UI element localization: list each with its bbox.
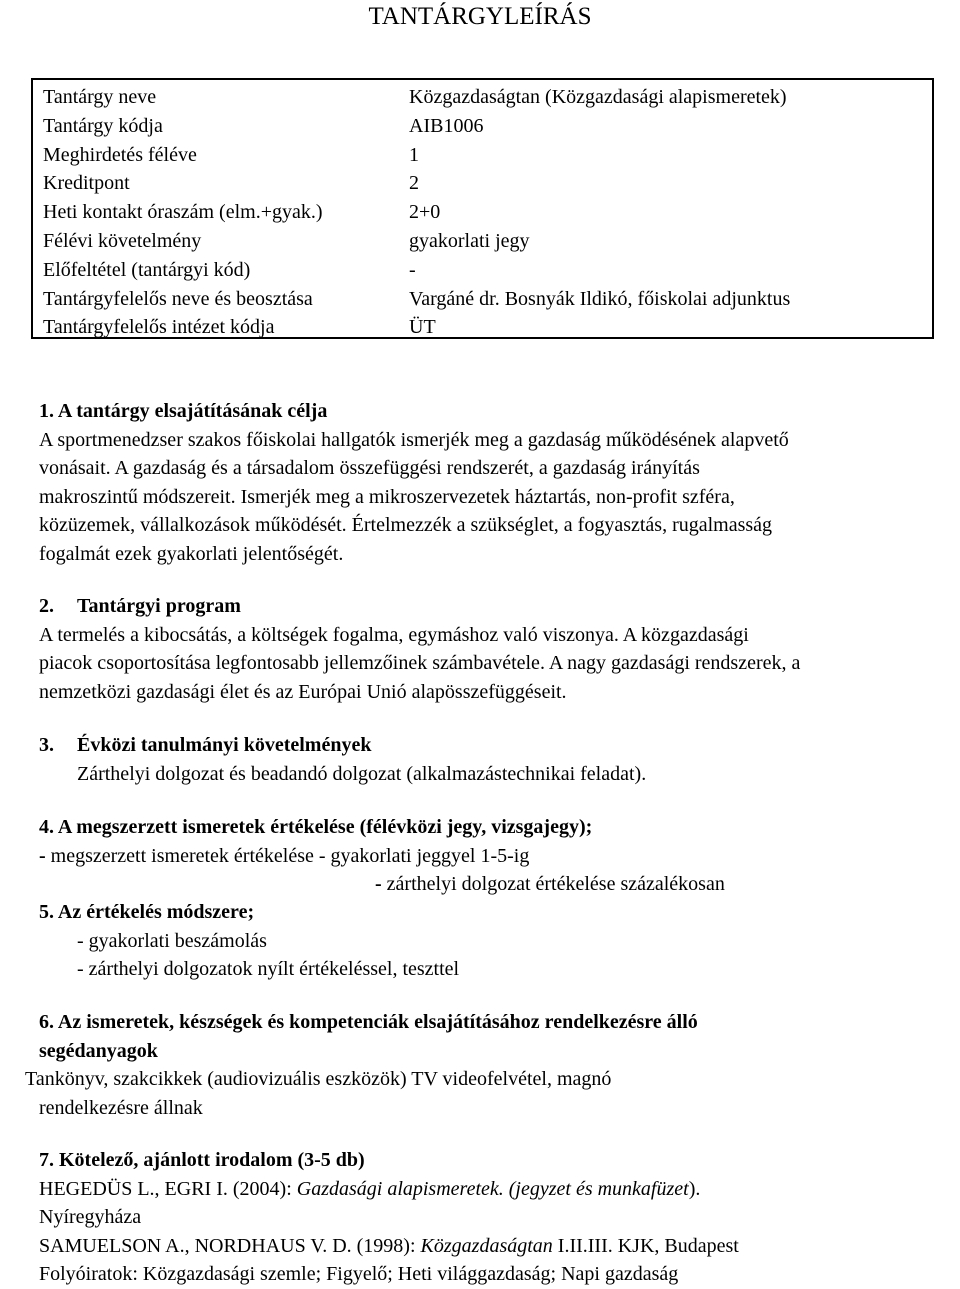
- reference-item: [39, 1232, 959, 1261]
- reference-tail: ).: [688, 1177, 701, 1200]
- info-value: AIB1006: [409, 115, 484, 137]
- paragraph-line: A termelés a kibocsátás, a költségek fogalma, egymáshoz való viszonya. A közgazdasági: [39, 623, 749, 646]
- paragraph-line: rendelkezésre állnak: [39, 1096, 203, 1119]
- section-title: A megszerzett ismeretek értékelése (félévközi jegy, vizsgajegy);: [57, 816, 593, 838]
- section-program: [39, 592, 959, 706]
- section-assessment: [39, 813, 959, 899]
- paragraph-line: piacok csoportosítása legfontosabb jellemzőinek számbavétele. A nagy gazdasági rendszerek, a: [39, 652, 801, 675]
- paragraph-line: közüzemek, vállalkozások működését. Értelmezzék a szükséglet, a fogyasztás, rugalmasság: [39, 514, 773, 537]
- section-objectives: [39, 397, 959, 569]
- section-methods: [39, 898, 959, 984]
- reference-title: Gazdasági alapismeretek. (jegyzet és munkafüzet: [296, 1177, 689, 1200]
- info-value: ÜT: [409, 316, 436, 338]
- info-value: Közgazdaságtan (Közgazdasági alapismeretek): [409, 86, 787, 108]
- assessment-line: [39, 870, 959, 899]
- section-heading: [39, 1008, 959, 1037]
- info-value: 1: [409, 144, 419, 166]
- assessment-line: [39, 842, 959, 871]
- reference-authors: SAMUELSON A., NORDHAUS V. D. (1998):: [39, 1234, 421, 1257]
- section-heading: [39, 592, 959, 621]
- info-value: -: [409, 259, 416, 281]
- assessment-text: megszerzett ismeretek értékelése - gyakorlati jeggyel 1-5-ig: [50, 844, 530, 867]
- section-number: 2.: [39, 595, 54, 617]
- info-value: 2: [409, 172, 419, 194]
- dash-marker: -: [39, 844, 46, 867]
- paragraph-line: makroszintű módszereit. Ismerjék meg a mikroszervezetek háztartás, non-profit szféra,: [39, 485, 735, 508]
- section-heading: [39, 813, 959, 842]
- info-value: Vargáné dr. Bosnyák Ildikó, főiskolai adjunktus: [409, 288, 791, 310]
- section-number: 5.: [39, 901, 54, 923]
- reference-item: Folyóiratok: Közgazdasági szemle; Figyelő; Heti világgazdaság; Napi gazdaság: [39, 1263, 679, 1286]
- section-title: Az értékelés módszere;: [57, 901, 255, 923]
- section-requirements: [39, 731, 959, 788]
- section-heading: [39, 898, 959, 927]
- list-item: - zárthelyi dolgozatok nyílt értékeléssel, teszttel: [77, 958, 460, 981]
- section-title: Tantárgyi program: [77, 595, 241, 617]
- section-number: 6.: [39, 1011, 54, 1033]
- section-title: Az ismeretek, készségek és kompetenciák elsajátításához rendelkezésre álló: [57, 1011, 698, 1033]
- paragraph-line: Tankönyv, szakcikkek (audiovizuális eszközök) TV videofelvétel, magnó: [25, 1068, 612, 1091]
- info-label: Tantárgyfelelős intézet kódja: [43, 316, 275, 338]
- reference-authors: HEGEDÜS L., EGRI I. (2004):: [39, 1177, 297, 1200]
- info-label: Előfeltétel (tantárgyi kód): [43, 259, 251, 281]
- paragraph-line: Zárthelyi dolgozat és beadandó dolgozat (alkalmazástechnikai feladat).: [77, 762, 647, 785]
- info-label: Tantárgyfelelős neve és beosztása: [43, 288, 313, 310]
- info-label: Heti kontakt óraszám (elm.+gyak.): [43, 201, 323, 223]
- info-label: Félévi követelmény: [43, 230, 202, 252]
- section-number: 4.: [39, 816, 54, 838]
- section-title: Évközi tanulmányi követelmények: [77, 734, 372, 756]
- reference-place: Nyíregyháza: [39, 1206, 142, 1229]
- info-label: Kreditpont: [43, 172, 130, 194]
- section-materials: [25, 1008, 959, 1122]
- section-title: A tantárgy elsajátításának célja: [57, 400, 328, 422]
- section-heading: [39, 397, 959, 426]
- section-heading: [39, 731, 959, 760]
- section-title-continued: segédanyagok: [39, 1039, 158, 1062]
- section-number: 3.: [39, 734, 54, 756]
- course-info-table: [31, 78, 934, 339]
- reference-tail: I.II.III. KJK, Budapest: [552, 1234, 739, 1257]
- paragraph-line: fogalmát ezek gyakorlati jelentőségét.: [39, 542, 344, 565]
- section-number: 1.: [39, 400, 54, 422]
- document-title: TANTÁRGYLEÍRÁS: [368, 3, 592, 30]
- paragraph-line: vonásait. A gazdaság és a társadalom összefüggési rendszerét, a gazdaság irányítás: [39, 457, 700, 480]
- info-label: Tantárgy neve: [43, 86, 157, 108]
- section-title: Kötelező, ajánlott irodalom (3-5 db): [59, 1149, 365, 1171]
- info-value: gyakorlati jegy: [409, 230, 530, 252]
- info-label: Tantárgy kódja: [43, 115, 163, 137]
- assessment-text: zárthelyi dolgozat értékelése százalékosan: [386, 873, 725, 896]
- info-value: 2+0: [409, 201, 441, 223]
- paragraph-line: nemzetközi gazdasági élet és az Európai Unió alapösszefüggéseit.: [39, 680, 567, 703]
- info-label: Meghirdetés féléve: [43, 144, 197, 166]
- section-literature: [39, 1146, 959, 1289]
- reference-item: [39, 1175, 959, 1204]
- dash-marker: -: [375, 873, 382, 896]
- section-heading: [39, 1146, 959, 1175]
- section-number: 7.: [39, 1149, 54, 1171]
- list-item: - gyakorlati beszámolás: [77, 929, 267, 952]
- reference-title: Közgazdaságtan: [420, 1234, 553, 1257]
- paragraph-line: A sportmenedzser szakos főiskolai hallgatók ismerjék meg a gazdaság működésének alapvető: [39, 428, 789, 451]
